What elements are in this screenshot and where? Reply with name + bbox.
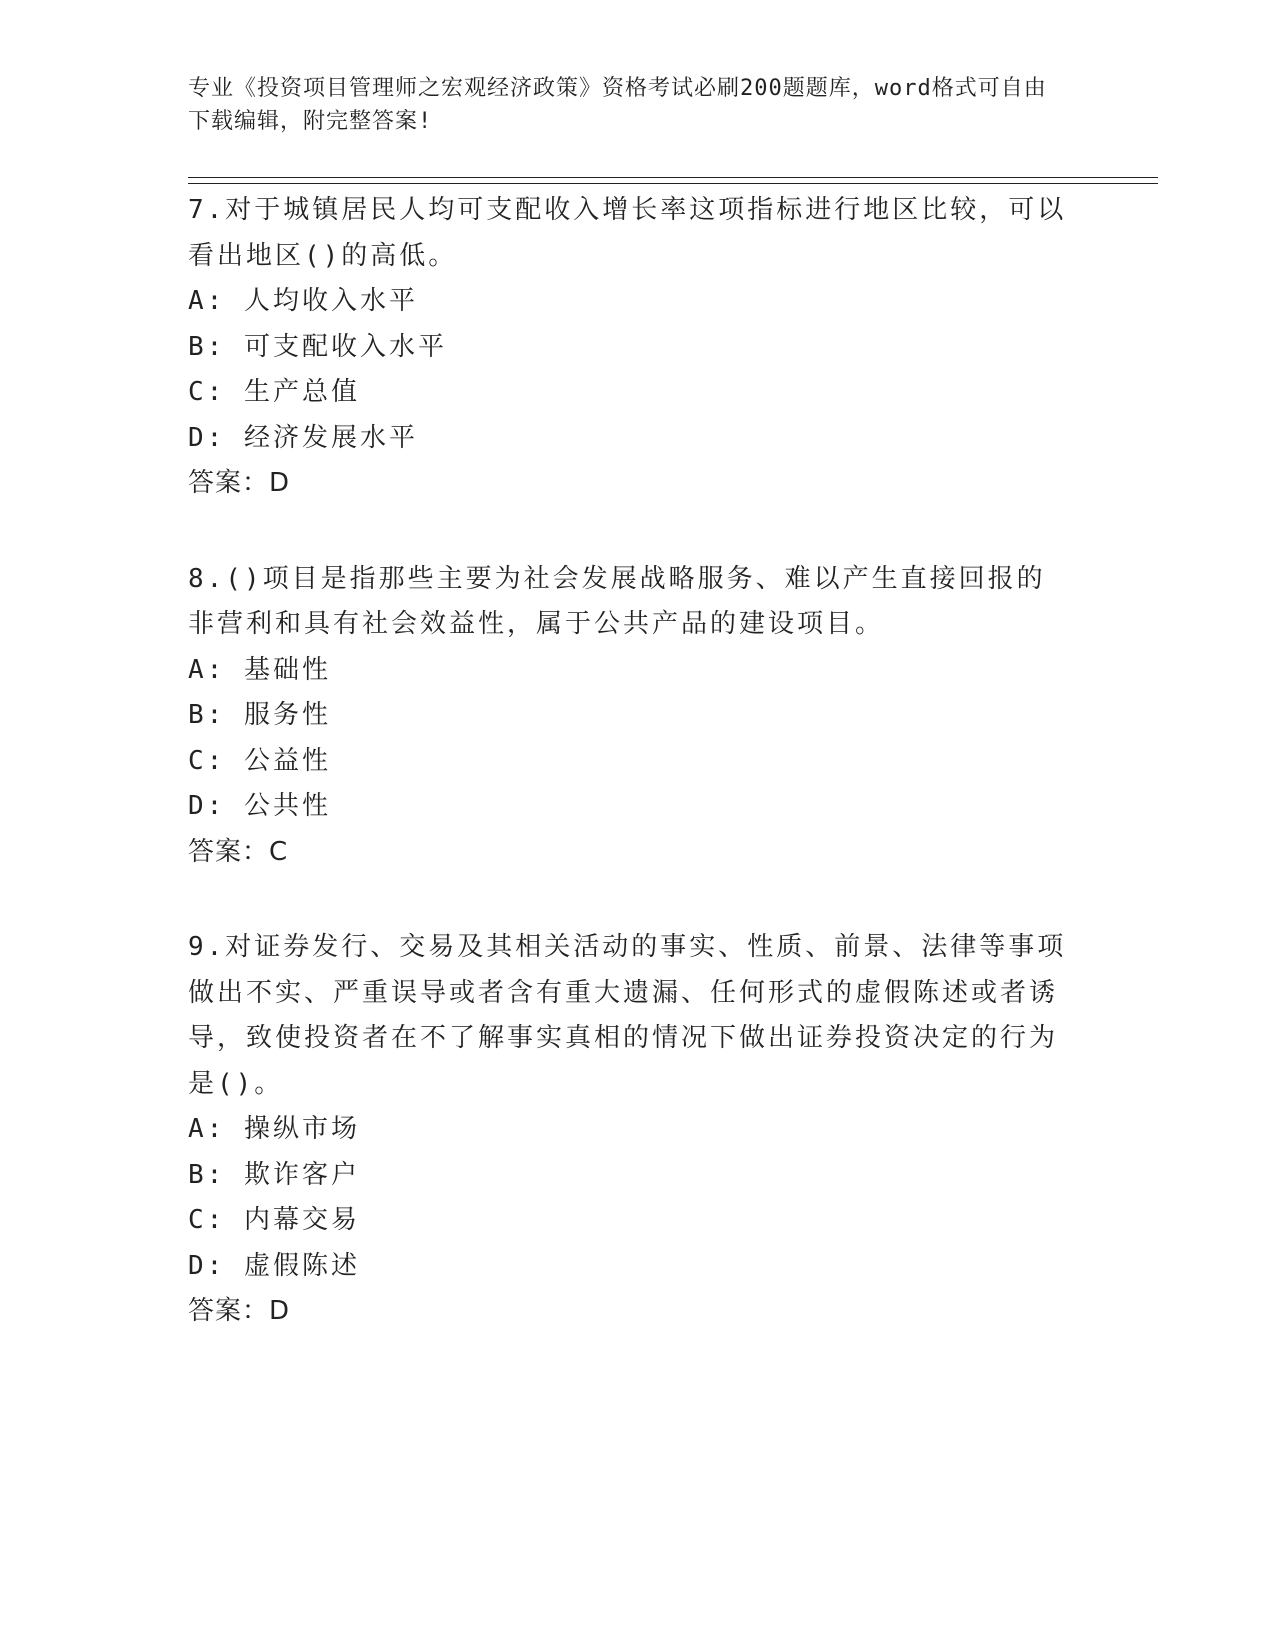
question-text: 7.对于城镇居民人均可支配收入增长率这项指标进行地区比较，可以看出地区()的高低。 bbox=[188, 195, 1067, 271]
question-text: 9.对证券发行、交易及其相关活动的事实、性质、前景、法律等事项做出不实、严重误导或者含有重大遗漏、任何形式的虚假陈述或者诱导，致使投资者在不了解事实真相的情况下做出证券投资决定的行为是()。 bbox=[188, 932, 1067, 1099]
option-a: A: 人均收入水平 bbox=[188, 286, 418, 316]
document-header: 专业《投资项目管理师之宏观经济政策》资格考试必刷200题题库，word格式可自由下载编辑，附完整答案! bbox=[188, 76, 1047, 134]
option-c: C: 公益性 bbox=[188, 745, 331, 776]
option-b: B: 可支配收入水平 bbox=[188, 331, 447, 362]
question-7 bbox=[188, 188, 1068, 507]
option-c: C: 生产总值 bbox=[188, 377, 360, 407]
answer-line: 答案：C bbox=[188, 836, 289, 867]
option-d: D: 虚假陈述 bbox=[188, 1250, 360, 1281]
answer-line: 答案：D bbox=[188, 1296, 291, 1326]
question-8 bbox=[188, 557, 1068, 876]
question-9 bbox=[188, 925, 1068, 1335]
header-rule-top bbox=[188, 177, 1158, 178]
option-b: B: 服务性 bbox=[188, 700, 331, 730]
option-d: D: 公共性 bbox=[188, 791, 331, 821]
option-b: B: 欺诈客户 bbox=[188, 1159, 360, 1190]
option-a: A: 基础性 bbox=[188, 654, 331, 685]
option-c: C: 内幕交易 bbox=[188, 1205, 360, 1235]
header-rule-bottom bbox=[188, 183, 1158, 184]
option-a: A: 操纵市场 bbox=[188, 1114, 360, 1144]
question-list bbox=[188, 188, 1068, 1385]
answer-line: 答案：D bbox=[188, 468, 291, 498]
option-d: D: 经济发展水平 bbox=[188, 422, 418, 453]
question-text: 8.()项目是指那些主要为社会发展战略服务、难以产生直接回报的非营利和具有社会效益性，属于公共产品的建设项目。 bbox=[188, 563, 1046, 639]
